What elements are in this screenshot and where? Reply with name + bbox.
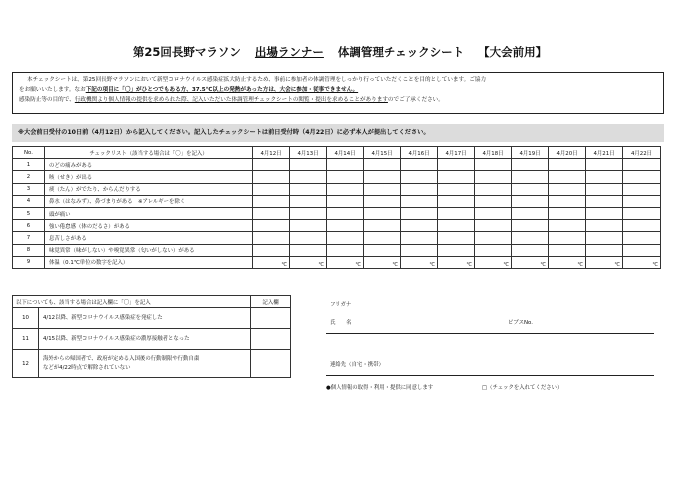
temperature-cell[interactable]: ℃ bbox=[623, 256, 661, 268]
check-cell[interactable] bbox=[401, 244, 438, 256]
notice-line-1: 本チェックシートは、第25回長野マラソンにおいて新型コロナウイルス感染症拡大防止するため、事前に参加者の体調管理をしっかり行っていただくことを目的としています。ご協力 bbox=[27, 77, 487, 83]
check-cell[interactable] bbox=[623, 183, 661, 195]
check-cell[interactable] bbox=[586, 220, 623, 232]
check-cell[interactable] bbox=[290, 195, 327, 207]
consent-checkbox[interactable]: □（チェックを入れてください） bbox=[482, 385, 563, 391]
check-cell[interactable] bbox=[438, 195, 475, 207]
table-row bbox=[13, 350, 291, 378]
table-row bbox=[13, 308, 291, 329]
check-cell[interactable] bbox=[401, 232, 438, 244]
check-cell[interactable] bbox=[327, 220, 364, 232]
row-item: 咳（せき）が出る bbox=[45, 171, 253, 183]
check-cell[interactable] bbox=[253, 207, 290, 219]
row-item: 息苦しさがある bbox=[45, 232, 253, 244]
checklist-table bbox=[12, 146, 661, 269]
temperature-cell[interactable]: ℃ bbox=[401, 256, 438, 268]
check-cell[interactable] bbox=[512, 207, 549, 219]
title-runner: 出場ランナー bbox=[254, 45, 324, 59]
row-no: 3 bbox=[13, 183, 45, 195]
row-no: 4 bbox=[13, 195, 45, 207]
date-header: 4月21日 bbox=[586, 147, 623, 159]
row-no: 9 bbox=[13, 256, 45, 268]
date-header: 4月22日 bbox=[623, 147, 661, 159]
check-cell[interactable] bbox=[364, 232, 401, 244]
contact-underline[interactable] bbox=[326, 375, 654, 376]
check-cell[interactable] bbox=[364, 244, 401, 256]
table-row bbox=[13, 159, 661, 171]
table-row bbox=[13, 207, 661, 219]
title-pre-event: 【大会前用】 bbox=[478, 45, 548, 59]
check-cell[interactable] bbox=[512, 171, 549, 183]
row-no: 10 bbox=[13, 308, 39, 329]
row-no: 12 bbox=[13, 350, 39, 378]
date-header: 4月18日 bbox=[475, 147, 512, 159]
date-header: 4月15日 bbox=[364, 147, 401, 159]
check-cell[interactable] bbox=[623, 220, 661, 232]
check-cell[interactable] bbox=[586, 232, 623, 244]
entry-cell[interactable] bbox=[251, 350, 291, 378]
check-cell[interactable] bbox=[549, 232, 586, 244]
check-cell[interactable] bbox=[475, 232, 512, 244]
check-cell[interactable] bbox=[623, 171, 661, 183]
additional-header: 以下についても、該当する場合は記入欄に「〇」を記入 bbox=[13, 296, 251, 308]
table-row bbox=[13, 183, 661, 195]
check-cell[interactable] bbox=[327, 159, 364, 171]
check-cell[interactable] bbox=[475, 195, 512, 207]
check-cell[interactable] bbox=[623, 207, 661, 219]
check-cell[interactable] bbox=[549, 195, 586, 207]
check-cell[interactable] bbox=[475, 183, 512, 195]
date-header: 4月13日 bbox=[290, 147, 327, 159]
row-item: 4/12以降、新型コロナウイルス感染症を発症した bbox=[39, 308, 251, 329]
date-header: 4月19日 bbox=[512, 147, 549, 159]
row-no: 8 bbox=[13, 244, 45, 256]
page-title bbox=[0, 44, 680, 60]
check-cell[interactable] bbox=[327, 183, 364, 195]
check-cell[interactable] bbox=[401, 220, 438, 232]
check-cell[interactable] bbox=[475, 207, 512, 219]
row-item: 頭が痛い bbox=[45, 207, 253, 219]
check-cell[interactable] bbox=[401, 171, 438, 183]
temperature-cell[interactable]: ℃ bbox=[364, 256, 401, 268]
row-item: のどの痛みがある bbox=[45, 159, 253, 171]
row-no: 7 bbox=[13, 232, 45, 244]
check-cell[interactable] bbox=[438, 244, 475, 256]
table-row bbox=[13, 329, 291, 350]
check-cell[interactable] bbox=[364, 207, 401, 219]
check-cell[interactable] bbox=[364, 183, 401, 195]
notice-line-3: 感染防止等の目的で、行政機関より個人情報の提供を求められた際、記入いただいた体調管理チェックシートの閲覧・提出を求めることがありますのでご了承ください。 bbox=[19, 97, 444, 103]
check-cell[interactable] bbox=[253, 183, 290, 195]
notice-box bbox=[12, 72, 664, 114]
check-cell[interactable] bbox=[290, 183, 327, 195]
check-cell[interactable] bbox=[586, 171, 623, 183]
row-no: 5 bbox=[13, 207, 45, 219]
title-sheet: 体調管理チェックシート bbox=[337, 45, 465, 59]
instruction-banner: ※大会前日受付の10日前（4月12日）から記入してください。記入したチェックシートは前日受付時（4月22日）に必ず本人が提出してください。 bbox=[12, 124, 664, 142]
title-event: 第25回長野マラソン bbox=[132, 45, 241, 59]
notice-line-2: をお願いいたします。なお下記の項目に「〇」がひとつでもある方、37.5℃以上の発熱があった方は、大会に参加・従事できません。 bbox=[19, 87, 359, 93]
table-row bbox=[13, 232, 661, 244]
check-cell[interactable] bbox=[512, 232, 549, 244]
row-no: 11 bbox=[13, 329, 39, 350]
temperature-cell[interactable]: ℃ bbox=[438, 256, 475, 268]
check-cell[interactable] bbox=[327, 171, 364, 183]
check-cell[interactable] bbox=[623, 159, 661, 171]
check-cell[interactable] bbox=[401, 183, 438, 195]
check-cell[interactable] bbox=[438, 171, 475, 183]
check-cell[interactable] bbox=[290, 171, 327, 183]
check-cell[interactable] bbox=[475, 244, 512, 256]
check-cell[interactable] bbox=[475, 171, 512, 183]
check-cell[interactable] bbox=[290, 244, 327, 256]
additional-table bbox=[12, 295, 291, 378]
table-row bbox=[13, 171, 661, 183]
item-header: チェックリスト（該当する場合は「〇」を記入） bbox=[45, 147, 253, 159]
check-cell[interactable] bbox=[438, 220, 475, 232]
check-cell[interactable] bbox=[438, 183, 475, 195]
temperature-cell[interactable]: ℃ bbox=[549, 256, 586, 268]
check-cell[interactable] bbox=[401, 159, 438, 171]
notice-privacy: 行政機関より個人情報の提供を求められた際、記入いただいた体調管理チェックシートの閲覧・提出を求めることがあります bbox=[74, 97, 388, 103]
check-cell[interactable] bbox=[586, 195, 623, 207]
date-header: 4月12日 bbox=[253, 147, 290, 159]
date-header: 4月14日 bbox=[327, 147, 364, 159]
row-no: 1 bbox=[13, 159, 45, 171]
date-header: 4月20日 bbox=[549, 147, 586, 159]
contact-label: 連絡先（自宅・携帯） bbox=[330, 362, 384, 368]
check-cell[interactable] bbox=[327, 232, 364, 244]
check-cell[interactable] bbox=[290, 207, 327, 219]
check-cell[interactable] bbox=[586, 207, 623, 219]
row-no: 2 bbox=[13, 171, 45, 183]
check-cell[interactable] bbox=[512, 220, 549, 232]
check-cell[interactable] bbox=[364, 195, 401, 207]
check-cell[interactable] bbox=[512, 159, 549, 171]
check-cell[interactable] bbox=[253, 244, 290, 256]
check-cell[interactable] bbox=[253, 195, 290, 207]
check-cell[interactable] bbox=[401, 207, 438, 219]
check-cell[interactable] bbox=[364, 220, 401, 232]
row-item: 強い倦怠感（体のだるさ）がある bbox=[45, 220, 253, 232]
temperature-cell[interactable]: ℃ bbox=[253, 256, 290, 268]
check-cell[interactable] bbox=[290, 220, 327, 232]
check-cell[interactable] bbox=[549, 244, 586, 256]
check-cell[interactable] bbox=[475, 220, 512, 232]
check-cell[interactable] bbox=[364, 159, 401, 171]
check-cell[interactable] bbox=[475, 159, 512, 171]
check-cell[interactable] bbox=[253, 220, 290, 232]
check-cell[interactable] bbox=[290, 159, 327, 171]
check-cell[interactable] bbox=[290, 232, 327, 244]
table-row bbox=[13, 220, 661, 232]
entry-cell[interactable] bbox=[251, 329, 291, 350]
check-cell[interactable] bbox=[327, 195, 364, 207]
temperature-cell[interactable]: ℃ bbox=[327, 256, 364, 268]
temperature-cell[interactable]: ℃ bbox=[586, 256, 623, 268]
check-cell[interactable] bbox=[549, 207, 586, 219]
check-cell[interactable] bbox=[586, 183, 623, 195]
name-label: 氏 名 bbox=[330, 320, 352, 326]
check-cell[interactable] bbox=[549, 171, 586, 183]
name-underline[interactable] bbox=[326, 333, 654, 334]
temperature-cell[interactable]: ℃ bbox=[512, 256, 549, 268]
row-item: 痰（たん）がでたり、からんだりする bbox=[45, 183, 253, 195]
row-item: 鼻水（はなみず）、鼻づまりがある ※アレルギーを除く bbox=[45, 195, 253, 207]
row-item: 体温（0.1℃単位の数字を記入） bbox=[45, 256, 253, 268]
checklist-header-row bbox=[13, 147, 661, 159]
table-row bbox=[13, 244, 661, 256]
check-cell[interactable] bbox=[623, 232, 661, 244]
check-cell[interactable] bbox=[623, 244, 661, 256]
check-cell[interactable] bbox=[438, 207, 475, 219]
temperature-cell[interactable]: ℃ bbox=[290, 256, 327, 268]
check-cell[interactable] bbox=[253, 171, 290, 183]
check-cell[interactable] bbox=[253, 232, 290, 244]
temperature-cell[interactable]: ℃ bbox=[475, 256, 512, 268]
check-cell[interactable] bbox=[327, 244, 364, 256]
furigana-label: フリガナ bbox=[330, 302, 352, 308]
consent-text: ●個人情報の取得・利用・提供に同意します bbox=[326, 385, 434, 391]
row-item: 味覚異常（味がしない）や嗅覚異常（匂いがしない）がある bbox=[45, 244, 253, 256]
date-header: 4月17日 bbox=[438, 147, 475, 159]
table-row bbox=[13, 195, 661, 207]
row-item: 海外からの帰国者で、政府が定める入国後の行動制限や行動自粛 などが4/22時点で解除されていない bbox=[39, 350, 251, 378]
entry-header: 記入欄 bbox=[251, 296, 291, 308]
no-header: No. bbox=[13, 147, 45, 159]
bib-label: ビブスNo. bbox=[508, 320, 533, 326]
check-cell[interactable] bbox=[549, 220, 586, 232]
check-cell[interactable] bbox=[512, 244, 549, 256]
check-cell[interactable] bbox=[438, 232, 475, 244]
check-cell[interactable] bbox=[364, 171, 401, 183]
check-cell[interactable] bbox=[549, 159, 586, 171]
check-cell[interactable] bbox=[586, 159, 623, 171]
check-cell[interactable] bbox=[512, 183, 549, 195]
table-row bbox=[13, 256, 661, 268]
row-item: 4/15以降、新型コロナウイルス感染症の濃厚接触者となった bbox=[39, 329, 251, 350]
check-cell[interactable] bbox=[623, 195, 661, 207]
row-no: 6 bbox=[13, 220, 45, 232]
check-cell[interactable] bbox=[327, 207, 364, 219]
entry-cell[interactable] bbox=[251, 308, 291, 329]
check-cell[interactable] bbox=[549, 183, 586, 195]
check-cell[interactable] bbox=[253, 159, 290, 171]
check-cell[interactable] bbox=[512, 195, 549, 207]
check-cell[interactable] bbox=[401, 195, 438, 207]
date-header: 4月16日 bbox=[401, 147, 438, 159]
check-cell[interactable] bbox=[438, 159, 475, 171]
notice-warning: 下記の項目に「〇」がひとつでもある方、37.5℃以上の発熱があった方は、大会に参加・従事できません。 bbox=[85, 87, 359, 93]
additional-header-row bbox=[13, 296, 291, 308]
check-cell[interactable] bbox=[586, 244, 623, 256]
